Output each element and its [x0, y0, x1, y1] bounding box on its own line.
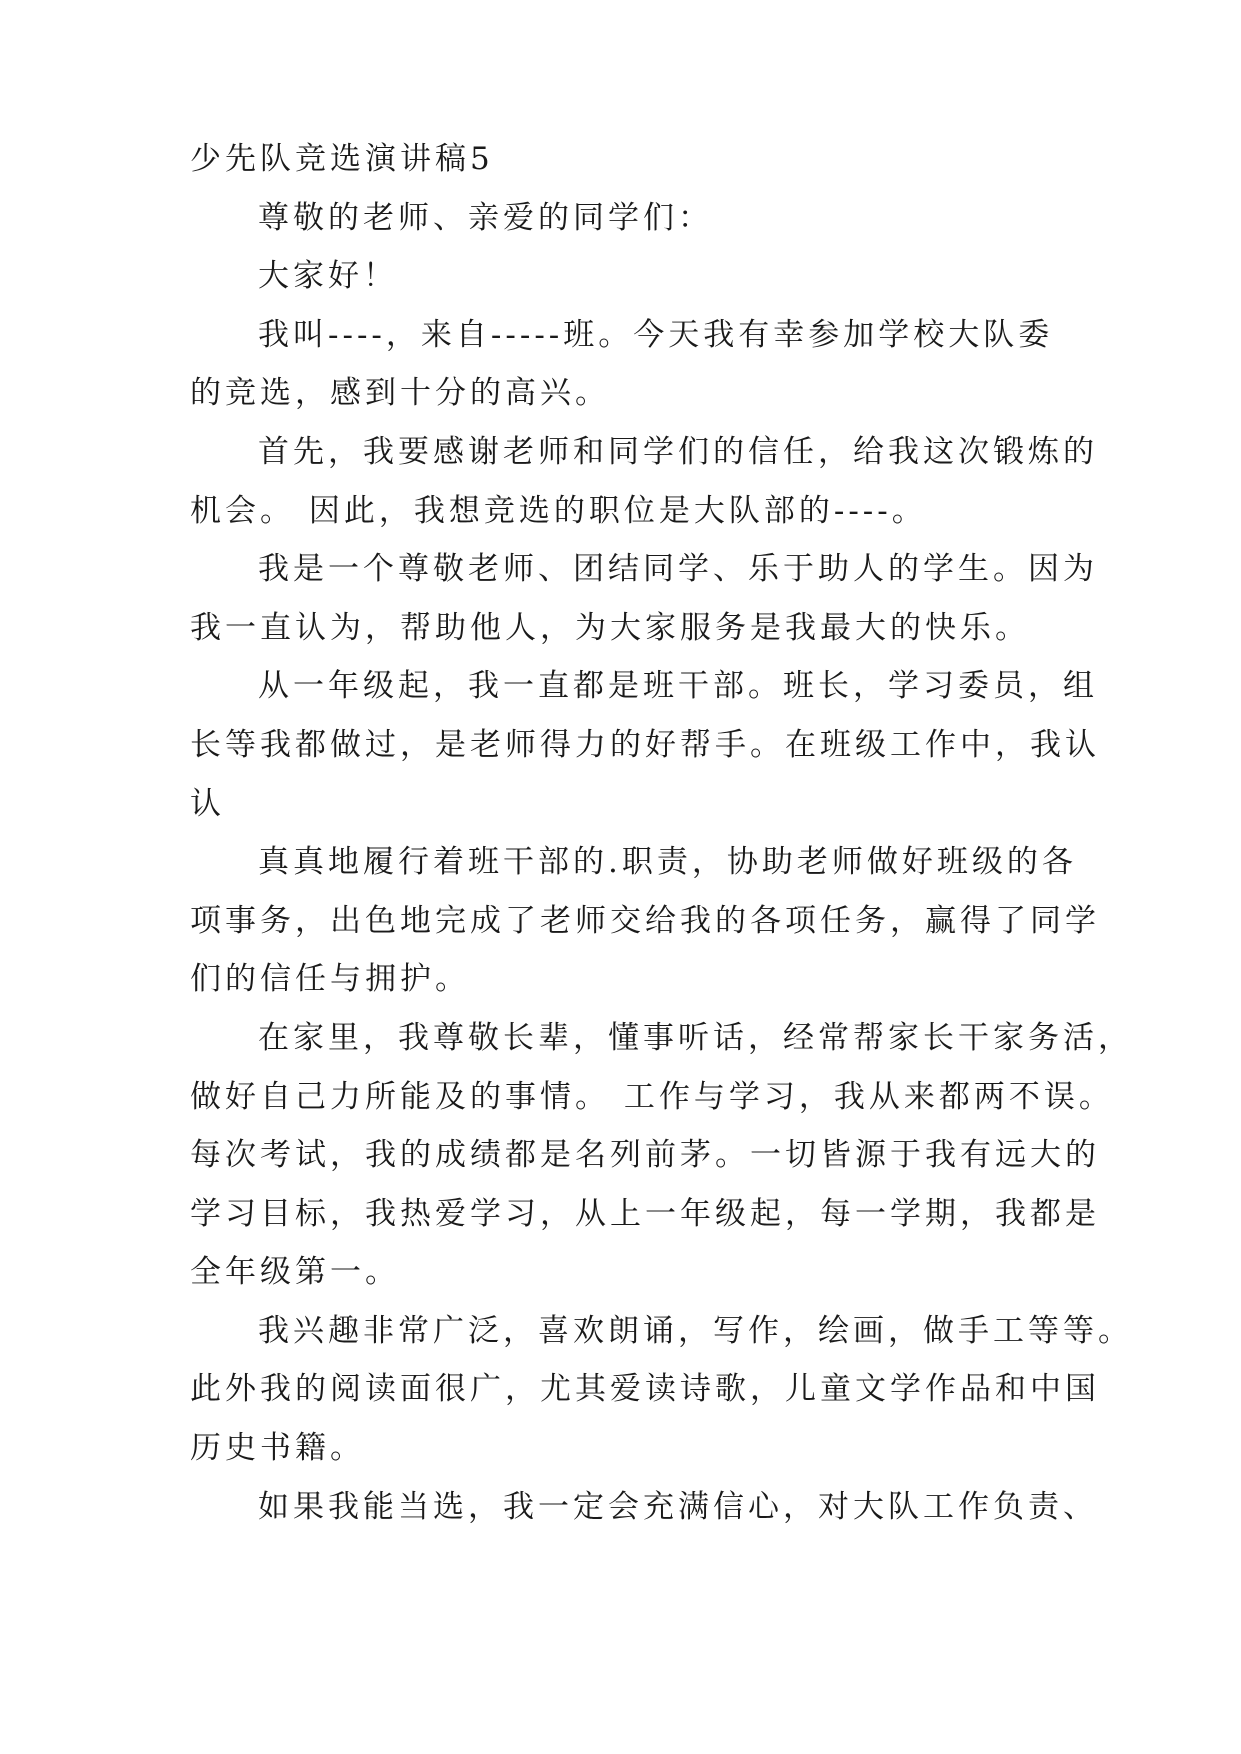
text-line: 项事务，出色地完成了老师交给我的各项任务，赢得了同学	[190, 902, 1100, 939]
text-line: 从一年级起，我一直都是班干部。班长，学习委员，组	[258, 668, 1098, 705]
text-line: 认	[190, 785, 225, 822]
text-line: 每次考试，我的成绩都是名列前茅。一切皆源于我有远大的	[190, 1137, 1100, 1174]
text-line: 此外我的阅读面很广，尤其爱读诗歌，儿童文学作品和中国	[190, 1371, 1100, 1408]
text-line: 真真地履行着班干部的.职责，协助老师做好班级的各	[258, 844, 1077, 881]
text-line: 我兴趣非常广泛，喜欢朗诵，写作，绘画，做手工等等。	[258, 1312, 1133, 1349]
text-line: 在家里，我尊敬长辈，懂事听话，经常帮家长干家务活，	[258, 1019, 1133, 1056]
text-line: 历史书籍。	[190, 1430, 365, 1467]
text-line: 我叫----，来自-----班。今天我有幸参加学校大队委	[258, 316, 1054, 353]
text-line: 学习目标，我热爱学习，从上一年级起，每一学期，我都是	[190, 1195, 1100, 1232]
text-line: 我一直认为，帮助他人，为大家服务是我最大的快乐。	[190, 609, 1030, 646]
text-line: 们的信任与拥护。	[190, 961, 470, 998]
text-line: 的竞选，感到十分的高兴。	[190, 375, 610, 412]
text-line: 长等我都做过，是老师得力的好帮手。在班级工作中，我认	[190, 726, 1100, 763]
text-line: 我是一个尊敬老师、团结同学、乐于助人的学生。因为	[258, 551, 1098, 588]
text-line: 如果我能当选，我一定会充满信心，对大队工作负责、	[258, 1488, 1098, 1525]
text-line: 全年级第一。	[190, 1254, 400, 1291]
document-body	[190, 130, 1133, 1536]
text-line: 做好自己力所能及的事情。 工作与学习，我从来都两不误。	[190, 1078, 1114, 1115]
text-line: 机会。 因此，我想竞选的职位是大队部的----。	[190, 492, 927, 529]
text-line: 尊敬的老师、亲爱的同学们：	[258, 199, 713, 236]
text-line: 大家好！	[258, 258, 398, 295]
text-line: 首先，我要感谢老师和同学们的信任，给我这次锻炼的	[258, 433, 1098, 470]
document-title: 少先队竞选演讲稿5	[190, 141, 494, 177]
